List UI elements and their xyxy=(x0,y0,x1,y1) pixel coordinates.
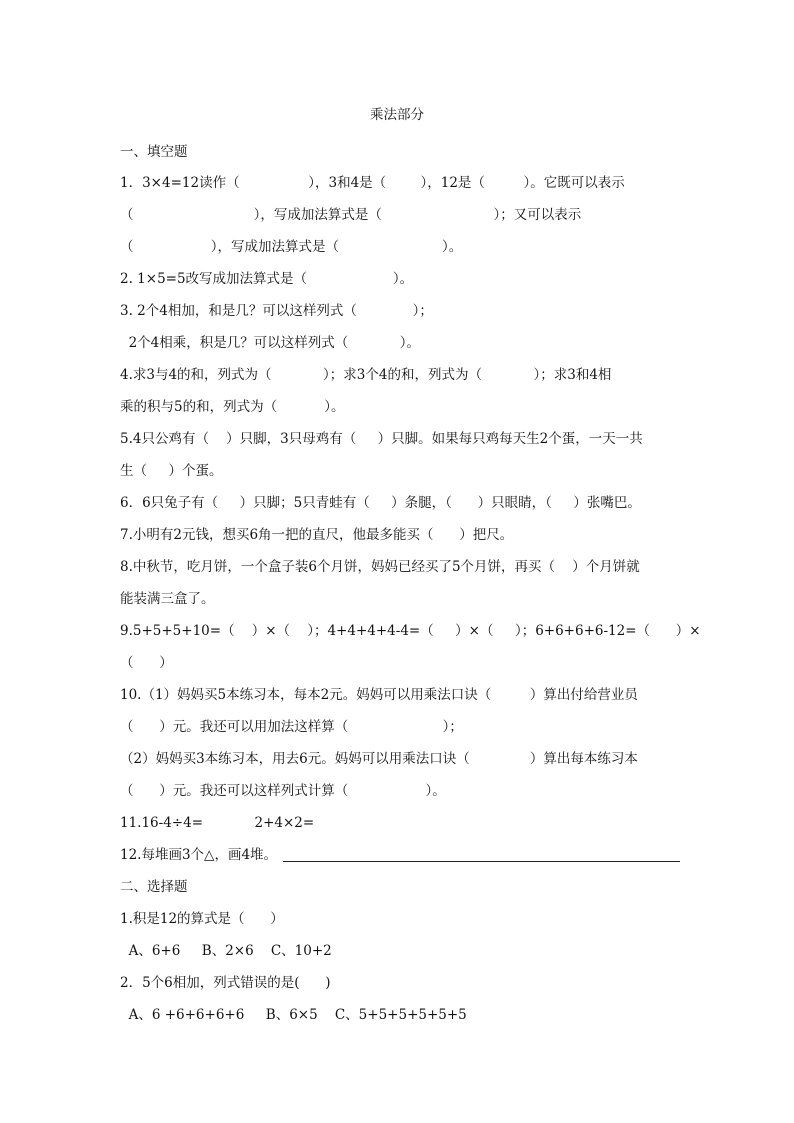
question-10-line-4: （ ）元。我还可以这样列式计算（ ）。 xyxy=(120,783,446,799)
question-2: 2. 1×5=5改写成加法算式是（ ）。 xyxy=(120,271,414,287)
answer-line xyxy=(283,849,680,862)
question-4-line-1: 4.求3与4的和，列式为（ ）；求3个4的和，列式为（ ）；求3和4相 xyxy=(120,367,612,383)
question-5-line-2: 生（ ）个蛋。 xyxy=(120,463,223,479)
section-heading-multiple-choice: 二、选择题 xyxy=(120,879,188,895)
question-3-line-2: 2个4相乘，积是几？可以这样列式（ ）。 xyxy=(120,335,421,351)
question-10-line-2: （ ）元。我还可以用加法这样算（ ）； xyxy=(120,719,463,735)
question-4-line-2: 乘的积与5的和，列式为（ ）。 xyxy=(120,399,345,415)
question-3-line-1: 3. 2个4相加，和是几？可以这样列式（ ）； xyxy=(120,303,433,319)
question-10-line-3: （2）妈妈买3本练习本，用去6元。妈妈可以用乘法口诀（ ）算出每本练习本 xyxy=(120,751,638,767)
question-9-line-2: （ ） xyxy=(120,655,173,671)
question-8-line-1: 8.中秋节，吃月饼，一个盒子装6个月饼，妈妈已经买了5个月饼，再买（ ）个月饼就 xyxy=(120,559,640,575)
page-title: 乘法部分 xyxy=(370,107,424,123)
choice-1-options: A、6+6 B、2×6 C、10+2 xyxy=(120,943,332,959)
question-8-line-2: 能装满三盒了。 xyxy=(120,591,215,607)
question-12 xyxy=(120,846,680,864)
question-1-line-2: （ ），写成加法算式是（ ）；又可以表示 xyxy=(120,207,582,223)
question-12-text: 12.每堆画3个△，画4堆。 xyxy=(120,847,278,863)
question-1-line-1: 1．3×4=12读作（ ），3和4是（ ），12是（ ）。它既可以表示 xyxy=(120,175,625,191)
choice-2-options: A、6 +6+6+6+6 B、6×5 C、5+5+5+5+5+5 xyxy=(120,1007,467,1023)
question-10-line-1: 10.（1）妈妈买5本练习本，每本2元。妈妈可以用乘法口诀（ ）算出付给营业员 xyxy=(120,687,638,703)
choice-2-stem: 2．5个6相加，列式错误的是( ) xyxy=(120,975,331,991)
question-9-line-1: 9.5+5+5+10=（ ）×（ ）；4+4+4+4-4=（ ）×（ ）；6+6+6+6-12=（ ）× xyxy=(120,623,701,639)
question-1-line-3: （ ），写成加法算式是（ ）。 xyxy=(120,239,463,255)
question-7: 7.小明有2元钱，想买6角一把的直尺，他最多能买（ ）把尺。 xyxy=(120,527,514,543)
section-heading-fill-blank: 一、填空题 xyxy=(120,144,188,160)
question-5-line-1: 5.4只公鸡有（ ）只脚，3只母鸡有（ ）只脚。如果每只鸡每天生2个蛋，一天一共 xyxy=(120,431,643,447)
choice-1-stem: 1.积是12的算式是（ ） xyxy=(120,911,284,927)
question-6: 6．6只兔子有（ ）只脚；5只青蛙有（ ）条腿，（ ）只眼睛，（ ）张嘴巴。 xyxy=(120,495,641,511)
question-11: 11.16-4÷4= 2+4×2= xyxy=(120,815,315,831)
